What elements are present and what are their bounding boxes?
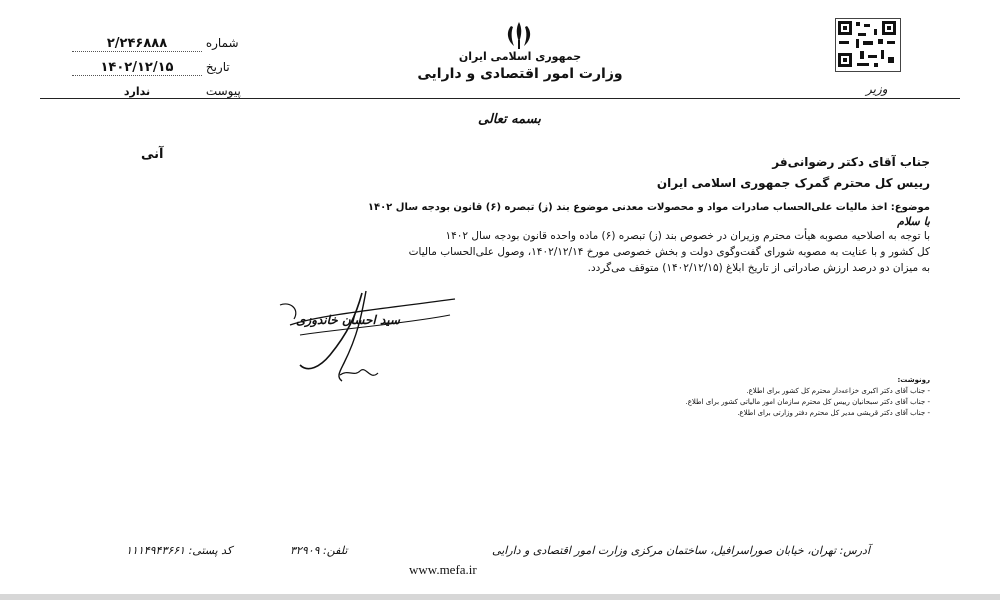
signatory-name: سید احسان خاندوزی — [296, 313, 400, 327]
letter-date-label: تاریخ — [205, 60, 230, 74]
letter-date-row — [72, 60, 230, 76]
signature-image — [270, 285, 470, 395]
footer-website[interactable]: www.mefa.ir — [409, 562, 477, 577]
ministry-title: وزارت امور اقتصادی و دارایی — [417, 66, 623, 82]
cc-item: - جناب آقای دکتر اکبری خزاعه‌دار محترم کل کشور برای اطلاع. — [746, 387, 930, 395]
iran-emblem-icon — [502, 20, 536, 50]
letter-number-row — [72, 36, 239, 52]
subject-line: موضوع: اخذ مالیات علی‌الحساب صادرات مواد و محصولات معدنی موضوع بند (ز) تبصره (۶) قانون بودجه سال ۱۴۰۲ — [367, 202, 930, 213]
body-line: به میزان دو درصد ارزش صادراتی از تاریخ ابلاغ (۱۴۰۲/۱۲/۱۵) متوقف می‌گردد. — [587, 262, 930, 274]
republic-title: جمهوری اسلامی ایران — [458, 50, 582, 63]
letter-attachment-label: پیوست — [205, 84, 241, 98]
recipient-name: جناب آقای دکتر رضوانی‌فر — [772, 155, 930, 169]
letter-number-value: ۲/۲۴۶۸۸۸ — [106, 36, 168, 51]
letter-body — [150, 228, 930, 276]
invocation: بسمه تعالی — [478, 112, 541, 127]
footer-postal: ۱۱۱۴۹۴۳۶۶۱ — [126, 544, 186, 557]
footer-postal-row — [126, 544, 232, 557]
cc-item: - جناب آقای دکتر سبحانیان رییس کل محترم سازمان امور مالیاتی کشور برای اطلاع. — [685, 398, 930, 406]
footer-phone-row — [290, 544, 347, 557]
minister-label: وزیر — [866, 82, 888, 96]
cc-block — [530, 375, 930, 419]
letter-date-value: ۱۴۰۲/۱۲/۱۵ — [100, 60, 174, 75]
bottom-strip — [0, 594, 1000, 600]
letter-attachment-row — [72, 84, 241, 99]
urgency-label: آنی — [141, 147, 164, 162]
body-line: با توجه به اصلاحیه مصوبه هیأت محترم وزیران در خصوص بند (ز) تبصره (۶) ماده واحده قانون بودجه سال ۱۴۰۲ — [445, 230, 930, 242]
footer-postal-label: کد پستی: — [188, 544, 233, 557]
cc-item: - جناب آقای دکتر قریشی مدیر کل محترم دفتر وزارتی برای اطلاع. — [737, 409, 930, 417]
letter-number-label: شماره — [205, 36, 239, 50]
header-divider — [40, 98, 960, 99]
greeting: با سلام — [897, 215, 930, 228]
footer-phone-label: تلفن: — [323, 544, 348, 557]
footer-phone: ۳۲۹۰۹ — [290, 544, 320, 557]
letter-attachment-value: ندارد — [123, 85, 151, 98]
recipient-title: رییس کل محترم گمرک جمهوری اسلامی ایران — [656, 176, 930, 190]
cc-heading: رونوشت: — [897, 376, 930, 384]
footer-address: آدرس: تهران، خیابان صوراسرافیل، ساختمان مرکزی وزارت امور اقتصادی و دارایی — [492, 544, 870, 557]
qr-code — [835, 18, 901, 72]
body-line: کل کشور و با عنایت به مصوبه شورای گفت‌وگوی دولت و بخش خصوصی مورخ ۱۴۰۲/۱۲/۱۴، وصول علی‌الحساب مالیات — [408, 246, 930, 258]
